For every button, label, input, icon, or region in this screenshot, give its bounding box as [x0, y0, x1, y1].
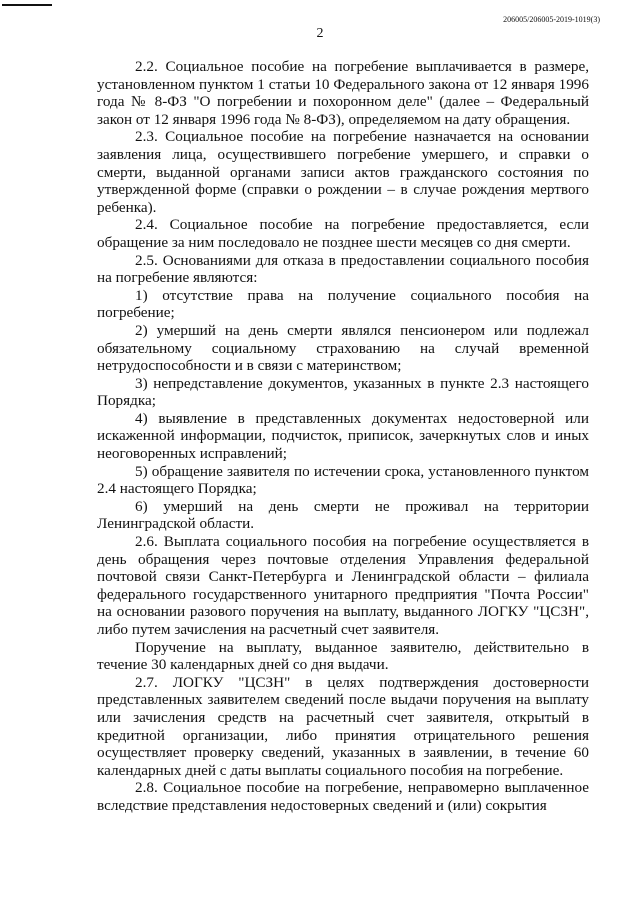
paragraph-2-4: 2.4. Социальное пособие на погребение предоставляется, если обращение за ним последовало не позднее шести месяцев со дня смерти.	[97, 216, 589, 251]
paragraph-2-8: 2.8. Социальное пособие на погребение, неправомерно выплаченное вследствие представления недостоверных сведений и (или) сокрытия	[97, 779, 589, 814]
list-item-1: 1) отсутствие права на получение социального пособия на погребение;	[97, 286, 589, 322]
paragraph-2-3: 2.3. Социальное пособие на погребение назначается на основании заявления лица, осуществившего погребение умершего, и справки о смерти, выданной органами записи актов гражданского состояния по утвержденной форме (справки о рождении – в случае рождения мертвого ребенка).	[97, 128, 589, 216]
list-item-4: 4) выявление в представленных документах недостоверной или искаженной информации, подчисток, приписок, зачеркнутых слов и иных неоговоренных исправлений;	[97, 409, 589, 463]
list-item-5: 5) обращение заявителя по истечении срока, установленного пунктом 2.4 настоящего Порядка;	[97, 462, 589, 498]
paragraph-2-7: 2.7. ЛОГКУ "ЦСЗН" в целях подтверждения достоверности представленных заявителем сведений после выдачи поручения на выплату или зачисления средств на расчетный счет заявителя, открытый в кредитной организации, либо принятия отрицательного решения осуществляет проверку сведений, указанных в заявлении, в течение 60 календарных дней с даты выплаты социального пособия на погребение.	[97, 673, 589, 779]
paragraph-2-2: 2.2. Социальное пособие на погребение выплачивается в размере, установленном пунктом 1 статьи 10 Федерального закона от 12 января 1996 года № 8-ФЗ "О погребении и похоронном деле" (далее – Федеральный закон от 12 января 1996 года № 8-ФЗ), определяемом на дату обращения.	[97, 58, 589, 128]
list-item-2: 2) умерший на день смерти являлся пенсионером или подлежал обязательному социальному страхованию на случай временной нетрудоспособности и в связи с материнством;	[97, 321, 589, 375]
scan-edge-line	[2, 4, 52, 6]
paragraph-2-5: 2.5. Основаниями для отказа в предоставлении социального пособия на погребение являются:	[97, 251, 589, 287]
list-item-6: 6) умерший на день смерти не проживал на территории Ленинградской области.	[97, 497, 589, 533]
paragraph-2-6: 2.6. Выплата социального пособия на погребение осуществляется в день обращения через почтовые отделения Управления федеральной почтовой связи Санкт-Петербурга и Ленинградской области – филиала федерального государственного унитарного предприятия "Почта России" на основании разового поручения на выплату, выданного ЛОГКУ "ЦСЗН", либо путем зачисления на расчетный счет заявителя.	[97, 533, 589, 638]
page-number: 2	[316, 26, 324, 41]
list-item-3: 3) непредставление документов, указанных в пункте 2.3 настоящего Порядка;	[97, 374, 589, 410]
paragraph-payment-order: Поручение на выплату, выданное заявителю, действительно в течение 30 календарных дней со дня выдачи.	[97, 638, 589, 674]
document-body	[97, 58, 589, 815]
document-number: 206005/206005-2019-1019(3)	[503, 15, 600, 24]
